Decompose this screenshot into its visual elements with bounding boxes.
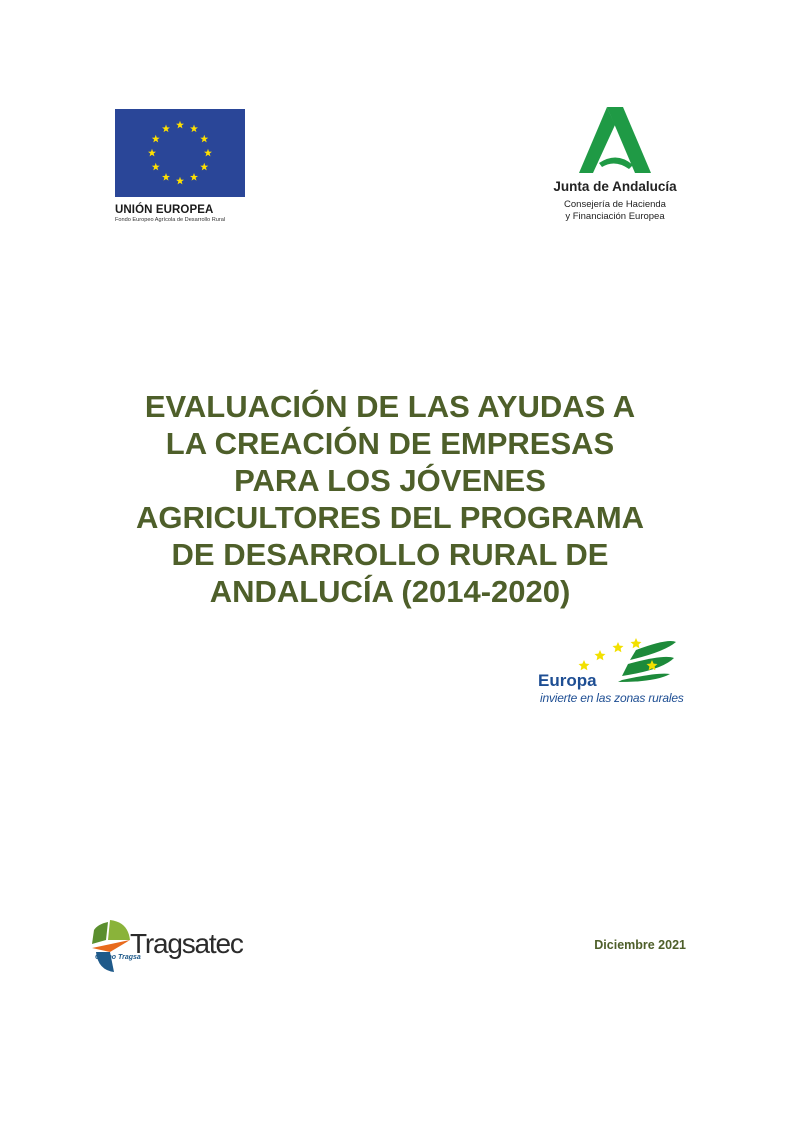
junta-name: Junta de Andalucía — [553, 179, 677, 194]
junta-department-line1: Consejería de Hacienda — [564, 199, 666, 210]
europa-logo — [538, 636, 688, 708]
europa-word: Europa — [538, 671, 597, 690]
eu-name: UNIÓN EUROPEA — [115, 204, 214, 216]
tragsatec-name: Tragsatec — [130, 928, 243, 959]
tragsatec-globe-icon — [88, 918, 134, 974]
junta-department-line2: y Financiación Europea — [565, 211, 665, 222]
eu-flag-icon — [115, 109, 245, 197]
junta-logo — [530, 107, 700, 223]
title-line-6: ANDALUCÍA (2014-2020) — [209, 574, 571, 609]
junta-a-icon — [579, 107, 651, 173]
tragsatec-group: Grupo Tragsa — [95, 954, 141, 961]
title-line-5: DE DESARROLLO RURAL DE — [171, 537, 609, 572]
tragsatec-logo — [88, 918, 248, 978]
title-line-4: AGRICULTORES DEL PROGRAMA — [135, 500, 645, 535]
title-line-1: EVALUACIÓN DE LAS AYUDAS A — [144, 389, 636, 424]
eu-fund-name: Fondo Europeo Agrícola de Desarrollo Rural — [115, 217, 226, 223]
eu-logo — [115, 109, 275, 223]
title-line-2: LA CREACIÓN DE EMPRESAS — [165, 426, 615, 461]
document-date: Diciembre 2021 — [594, 938, 686, 952]
europa-slogan: invierte en las zonas rurales — [540, 691, 684, 705]
document-title — [60, 388, 720, 610]
title-line-3: PARA LOS JÓVENES — [234, 463, 546, 498]
